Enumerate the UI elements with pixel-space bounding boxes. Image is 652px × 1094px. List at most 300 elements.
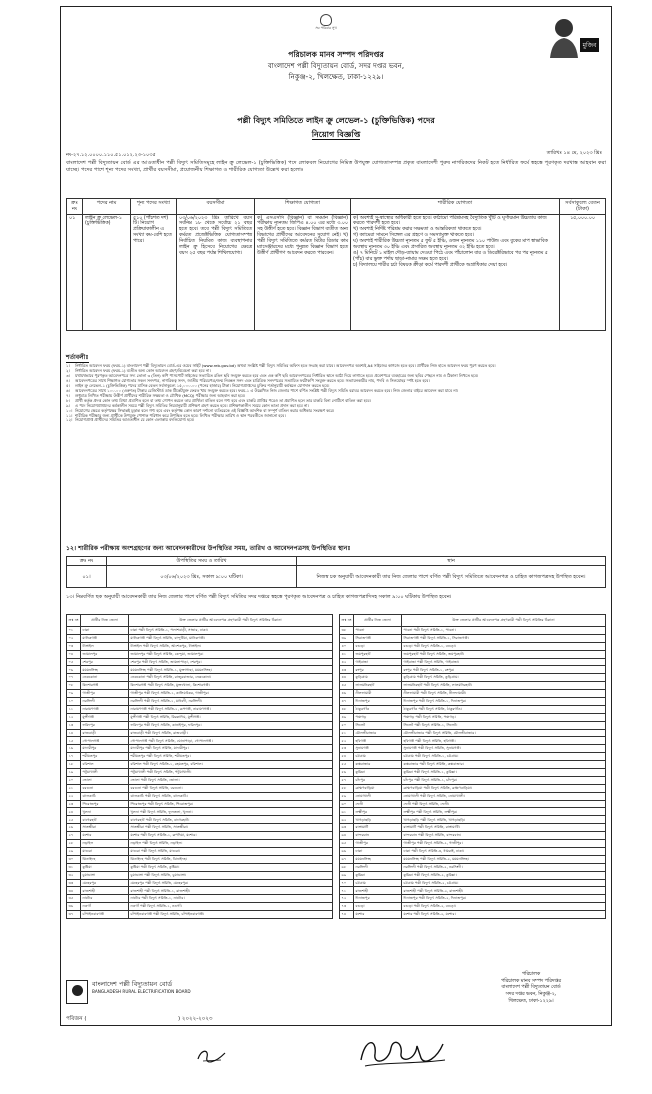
office-sl: ৫৯ — [340, 792, 354, 800]
table-row — [340, 721, 606, 729]
office-district: ফরিদপুর — [81, 721, 129, 729]
table-row — [340, 737, 606, 745]
office-address: মানিকগঞ্জ পল্লী বিদ্যুৎ সমিতি, বান্দুটিয়া, মানিকগঞ্জ। — [129, 634, 333, 642]
table-row — [67, 753, 333, 761]
office-address: ময়মনসিংহ পল্লী বিদ্যুৎ সমিতি-২, ময়মনসিংহ। — [402, 855, 606, 863]
office-address: দিনাজপুর পল্লী বিদ্যুৎ সমিতি-২, দিনাজপুর। — [402, 895, 606, 903]
table-row — [340, 698, 606, 706]
office-district: বগুড়া — [354, 903, 402, 911]
office-district: বরগুনা — [81, 784, 129, 792]
table-row — [67, 792, 333, 800]
office-sl: ০৮ — [67, 682, 81, 690]
physical-item: ঘ) অবশ্যই শারীরিক উচ্চতা ন্যূনতম ৫ ফুট ৫ ইঞ্চি, ওজন ন্যূনতম ১১০ পাউন্ড এবং বুকের মাপ স্বাভাবিক অবস্থায় ন্যূনতম ৩০ ইঞ্চি এবং প্রসারিত অবস্থায় ন্যূনতম ৩২ ইঞ্চি হতে হবে। — [353, 239, 548, 251]
notice-subtitle-text: নিয়োগ বিজ্ঞপ্তি — [311, 130, 361, 139]
office-district: রংপুর — [354, 666, 402, 674]
condition-text: শুধুমাত্র লিখিত পরীক্ষায় উত্তীর্ণ প্রার্থীদের শারীরিক সক্ষমতা ও মৌখিক (MCQ) পরীক্ষার জন্য আহবান করা হবে। — [75, 392, 246, 398]
table-row — [340, 776, 606, 784]
office-sl: ৪১ — [340, 650, 354, 658]
office-address: মাদারীপুর পল্লী বিদ্যুৎ সমিতি, মাদারীপুর। — [129, 745, 333, 753]
office-address: পাবনা পল্লী বিদ্যুৎ সমিতি-১, পাবনা। — [402, 627, 606, 635]
office-sl: ২৪ — [67, 808, 81, 816]
table-row — [67, 808, 333, 816]
office-sl: ২৩ — [67, 800, 81, 808]
intro-paragraph: বাংলাদেশ পল্লী বিদ্যুতায়ন বোর্ড এর আওতাধীন পল্লী বিদ্যুৎ সমিতিসমূহে লাইন ক্রু লেভেল-১ (চুক্তিভিত্তিক) পদে লোকবল নিয়োগের নিমিত্ত উপযুক্ত যোগ্যতাসম্পন্ন প্রকৃত বাংলাদেশী পুরুষ নাগরিকদের নিকট হতে নির্ধারিত ফর্মে স্বহস্তে পূরণকৃত দরখাস্ত আহবান করা যাচ্ছে। পদের পাশে শূন্য পদের সংখ্যা, প্রার্থীর বয়সসীমা, প্রয়োজনীয় শিক্ষাগত ও শারীরিক যোগ্যতা উল্লেখ করা হলোঃ — [66, 160, 606, 173]
office-district: কুমিল্লা — [354, 871, 402, 879]
office-sl: ৫৮ — [340, 784, 354, 792]
office-address: কুমিল্লা পল্লী বিদ্যুৎ সমিতি-২, কুমিল্লা। — [402, 871, 606, 879]
office-address: ঢাকা পল্লী বিদ্যুৎ সমিতি-১, পলাশবাড়ী, সাভার, ঢাকা। — [129, 627, 333, 635]
office-district: শরীয়তপুর — [81, 753, 129, 761]
physical-item: খ) অবশ্যই নির্দিষ্ট পরিশ্রম করার সক্ষমতা ও আন্তরিকতা থাকতে হবে। — [353, 227, 482, 233]
office-address: বান্দরবান পল্লী বিদ্যুৎ সমিতি, বান্দরবান। — [402, 832, 606, 840]
office-sl: ০৪ — [67, 650, 81, 658]
table-row — [67, 903, 333, 911]
condition-number: ২। — [66, 367, 70, 373]
office-district: পাবনা — [354, 627, 402, 635]
office-address: ফেনী পল্লী বিদ্যুৎ সমিতি, ফেনী। — [402, 800, 606, 808]
office-sl: ২০ — [67, 776, 81, 784]
office-district: বগুড়া — [354, 642, 402, 650]
table-row — [340, 682, 606, 690]
office-address: ময়মনসিংহ পল্লী বিদ্যুৎ সমিতি-১, মুক্তাগাছা, ময়মনসিংহ। — [129, 666, 333, 674]
office-address: ভোলা পল্লী বিদ্যুৎ সমিতি, ভোলা। — [129, 776, 333, 784]
office-sl: ৩৪ — [67, 887, 81, 895]
office-address: সুনামগঞ্জ পল্লী বিদ্যুৎ সমিতি, সুনামগঞ্জ। — [402, 745, 606, 753]
office-address: বরগুনা পল্লী বিদ্যুৎ সমিতি, বরগুনা। — [129, 784, 333, 792]
office-district: সুনামগঞ্জ — [354, 745, 402, 753]
office-address: রংপুর পল্লী বিদ্যুৎ সমিতি-১, রংপুর। — [402, 666, 606, 674]
bulb-logo-icon — [298, 14, 354, 30]
office-address: বগুড়া পল্লী বিদ্যুৎ সমিতি-১, বগুড়া। — [402, 642, 606, 650]
office-sl: ৪২ — [340, 658, 354, 666]
table-row — [67, 871, 333, 879]
office-address: নরসিংদী পল্লী বিদ্যুৎ সমিতি-২, নরসিংদী। — [402, 863, 606, 871]
notice-footer — [66, 972, 606, 1032]
office-sl: ৩৭ — [67, 911, 81, 919]
office-sl: ৬০ — [340, 800, 354, 808]
table-row — [67, 855, 333, 863]
condition-text: নিয়োগপ্রাপ্ত প্রার্থীদের সমিতির আওতাধীন যে কোন এলাকায় বদলিযোগ্য হবে। — [75, 417, 195, 423]
table-row — [67, 800, 333, 808]
reb-logo-icon — [66, 980, 88, 1004]
office-district: রাঙ্গামাটি — [354, 824, 402, 832]
office-sl: ০২ — [67, 634, 81, 642]
office-address: খুলনা পল্লী বিদ্যুৎ সমিতি, ফুলতলা, খুলনা। — [129, 808, 333, 816]
table-row — [340, 666, 606, 674]
office-address: রাজশাহী পল্লী বিদ্যুৎ সমিতি-১, রাজশাহী। — [129, 887, 333, 895]
office-address: ঝালকাঠি পল্লী বিদ্যুৎ সমিতি, ঝালকাঠি। — [129, 792, 333, 800]
post-details-table — [66, 198, 606, 331]
table-row — [340, 642, 606, 650]
office-address: জয়পুরহাট পল্লী বিদ্যুৎ সমিতি, জয়পুরহাট। — [402, 650, 606, 658]
signatory-line: খিলক্ষেত, ঢাকা-১২২৯। — [508, 998, 554, 1004]
conditions-title: শর্তাবলীঃ — [66, 354, 89, 361]
office-col-address: উক্ত জেলার প্রার্থীর আবেদনপত্র গ্রহণকারী পল্লী বিদ্যুৎ সমিতির ঠিকানা — [129, 615, 333, 627]
office-instruction: ১৩। নিম্নবর্ণিত ছক অনুযায়ী আবেদনকারী তার নিজ জেলার পাশে বর্ণিত পল্লী বিদ্যুৎ সমিতির সদর দপ্তরে স্বহস্তে পূরণকৃত আবেদনপত্র ও চাহিত কাগজপত্রাদিসহ সকাল ৯:০০ ঘটিকায় উপস্থিত হবেন। — [66, 594, 452, 600]
table-row — [67, 879, 333, 887]
office-sl: ০৩ — [67, 642, 81, 650]
table-row — [67, 832, 333, 840]
table-row — [340, 800, 606, 808]
office-sl: ৪৩ — [340, 666, 354, 674]
exam-place: নিজস্ব চক অনুযায়ী আবেদনকারী তার নিজ জেলার পাশে বর্ণিত পল্লী বিদ্যুৎ সমিতিতে আবেদনপত্র ও চাহিত কাগজপত্রসহ উপস্থিত হবেন। — [297, 566, 606, 588]
office-district: নাটোর — [81, 895, 129, 903]
condition-number: ১০। — [66, 407, 73, 413]
office-address: গাইবান্ধা পল্লী বিদ্যুৎ সমিতি, গাইবান্ধা। — [402, 658, 606, 666]
office-address: গোপালগঞ্জ পল্লী বিদ্যুৎ সমিতি, ঘোনাপাড়া, গোপালগঞ্জ। — [129, 737, 333, 745]
office-address: কক্সবাজার পল্লী বিদ্যুৎ সমিতি, কক্সবাজার। — [402, 761, 606, 769]
office-address: মেহেরপুর পল্লী বিদ্যুৎ সমিতি, মেহেরপুর। — [129, 879, 333, 887]
table-row — [67, 674, 333, 682]
table-row — [340, 658, 606, 666]
table-row — [340, 769, 606, 777]
office-district: নোয়াখালী — [354, 792, 402, 800]
office-sl: ৫৬ — [340, 769, 354, 777]
office-district: ঢাকা — [354, 847, 402, 855]
condition-number: ৯। — [66, 402, 70, 408]
office-district: হবিগঞ্জ — [354, 737, 402, 745]
physical-item: চ) বিদ্যালয়ে শারীর চর্চা বিষয়ক ক্রীড়া কর্মে পারদর্শী প্রার্থীকে অগ্রাধিকার দেয়া হবে। — [353, 263, 508, 269]
office-address: চট্টগ্রাম পল্লী বিদ্যুৎ সমিতি-২, চট্টগ্রাম। — [402, 879, 606, 887]
table-row — [67, 682, 333, 690]
condition-text: নির্ধারিত আবেদন ফরম (ফরম-১) ব্যতীত অন্য কোন আবেদন গ্রহণ/বিবেচনা করা হবে না। — [75, 367, 211, 373]
office-address: পটুয়াখালী পল্লী বিদ্যুৎ সমিতি, পটুয়াখালী। — [129, 769, 333, 777]
office-sl: ৬৯ — [340, 871, 354, 879]
office-sl: ২৬ — [67, 824, 81, 832]
office-district: বরিশাল — [81, 761, 129, 769]
office-address: সিরাজগঞ্জ পল্লী বিদ্যুৎ সমিতি-১, সিরাজগঞ্জ। — [402, 634, 606, 642]
office-district: নারায়ণগঞ্জ — [81, 705, 129, 713]
office-address: খাগড়াছড়ি পল্লী বিদ্যুৎ সমিতি, খাগড়াছড়ি। — [402, 816, 606, 824]
office-sl: ২২ — [67, 792, 81, 800]
office-district: গাজীপুর — [81, 690, 129, 698]
office-sl: ০৭ — [67, 674, 81, 682]
table-row — [67, 713, 333, 721]
office-address: কুষ্টিয়া পল্লী বিদ্যুৎ সমিতি, কুষ্টিয়া। — [129, 863, 333, 871]
office-sl: ০৬ — [67, 666, 81, 674]
office-sl: ৬১ — [340, 808, 354, 816]
office-table-header — [67, 615, 333, 627]
office-sl: ১৩ — [67, 721, 81, 729]
table-row — [340, 895, 606, 903]
post-vacancy: ৫১০ (পাঁচশত দশ) টি। নিয়োগ প্রক্রিয়াকালীন এ সংখ্যা কম-বেশি হতে পারে। — [131, 214, 177, 330]
office-district: মুন্সীগঞ্জ — [81, 713, 129, 721]
svg-text:মুজিব: মুজিব — [582, 42, 597, 49]
condition-text: নির্ধারিত আবেদন ফরম (ফরম-১) বাংলাদেশ পল্লী বিদ্যুতায়ন বোর্ড-এর ওয়েব সাইট (www.reb.gov.bd) অথবা সংশ্লিষ্ট পল্লী বিদ্যুৎ সমিতির অফিস হতে সংগ্রহ করা যাবে। আবেদনপত্র অবশ্যই A4 সাইজের কাগজে হতে হবে। প্রার্থীকে নিজ হাতে আবেদন ফরম পূরণ করতে হবে। — [75, 363, 496, 368]
office-sl: ৪৪ — [340, 674, 354, 682]
office-district: নওগাঁ — [81, 903, 129, 911]
office-address: নীলফামারী পল্লী বিদ্যুৎ সমিতি, নীলফামারী। — [402, 690, 606, 698]
office-district: নীলফামারী — [354, 690, 402, 698]
office-address: গাজীপুর পল্লী বিদ্যুৎ সমিতি-১, কালিয়াকৈর, গাজীপুর। — [129, 690, 333, 698]
office-address: দিনাজপুর পল্লী বিদ্যুৎ সমিতি-১, দিনাজপুর। — [402, 698, 606, 706]
table-row — [67, 776, 333, 784]
director-signature — [355, 1032, 450, 1072]
exam-sl: ০১। — [67, 566, 107, 588]
post-table-header — [67, 199, 606, 215]
mujib-portrait-icon — [544, 14, 600, 58]
office-district: মৌলভীবাজার — [354, 729, 402, 737]
table-row — [340, 713, 606, 721]
table-row — [340, 627, 606, 635]
table-row — [67, 863, 333, 871]
office-district: রাজশাহী — [81, 887, 129, 895]
office-address: নওগাঁ পল্লী বিদ্যুৎ সমিতি-১, নওগাঁ। — [129, 903, 333, 911]
office-district: কুষ্টিয়া — [81, 863, 129, 871]
table-row — [67, 721, 333, 729]
condition-item — [66, 418, 606, 423]
office-col-sl: ক্রঃ নং — [340, 615, 354, 627]
table-row — [67, 745, 333, 753]
office-district: যশোর — [81, 832, 129, 840]
office-sl: ৪৬ — [340, 690, 354, 698]
notice-content — [66, 12, 606, 1022]
logo-caption: সব পরিবার সুখ — [315, 26, 337, 30]
office-district: চুয়াডাঙ্গা — [81, 871, 129, 879]
office-address: নরসিংদী পল্লী বিদ্যুৎ সমিতি-১, মাধবদী, নরসিংদী। — [129, 698, 333, 706]
office-district: ময়মনসিংহ — [81, 666, 129, 674]
office-address: চাঁপাইনবাবগঞ্জ পল্লী বিদ্যুৎ সমিতি, চাঁপাইনবাবগঞ্জ। — [129, 911, 333, 919]
condition-text: আবেদনপত্রের সাথে শিক্ষাগত যোগ্যতার সকল সনদপত্র, নাগরিকত্ব সনদ, জাতীয় পরিচয়পত্র/জন্ম নিবন্ধন সনদ এবং চারিত্রিক সনদপত্রের সত্যায়িত ফটোকপি সংযুক্ত করতে হবে। সত্যায়নকারীর নাম, পদবি ও সিলমোহর স্পষ্ট হতে হবে। — [75, 377, 430, 383]
table-row — [67, 634, 333, 642]
signatory-line: বাংলাদেশ পল্লী বিদ্যুতায়ন বোর্ড — [501, 985, 561, 991]
office-address: গাজীপুর পল্লী বিদ্যুৎ সমিতি-২, গাজীপুর। — [402, 840, 606, 848]
office-district: ফেনী — [354, 800, 402, 808]
office-address: রাজশাহী পল্লী বিদ্যুৎ সমিতি-২, রাজশাহী। — [402, 887, 606, 895]
exam-col-sl: ক্রঃ নং — [67, 557, 107, 566]
office-address: মুন্সীগঞ্জ পল্লী বিদ্যুৎ সমিতি, মিরকাদিম, মুন্সীগঞ্জ। — [129, 713, 333, 721]
office-address: সাতক্ষীরা পল্লী বিদ্যুৎ সমিতি, সাতক্ষীরা। — [129, 824, 333, 832]
condition-text: প্রার্থী কর্তৃক প্রদত্ত কোন তথ্য মিথ্যা প্রমাণিত হলে বা তথ্য গোপন করলে তার প্রার্থিতা বাতিল বলে গণ্য হবে এবং চাকরি প্রাপ্তির পরেও তা প্রমাণিত হলে তার চাকরি বিনা নোটিশে বাতিল করা হবে। — [75, 397, 371, 403]
office-address: রাজবাড়ী পল্লী বিদ্যুৎ সমিতি, রাজবাড়ী। — [129, 729, 333, 737]
office-sl: ১১ — [67, 705, 81, 713]
office-sl: ৪৮ — [340, 705, 354, 713]
signatory-line: পরিচালক মানব সম্পদ পরিদপ্তর — [501, 978, 561, 984]
office-sl: ৪০ — [340, 642, 354, 650]
table-row — [340, 650, 606, 658]
col-vacancy: শূন্য পদের সংখ্যা — [131, 199, 177, 215]
exam-table-header — [67, 557, 606, 566]
board-name: বাংলাদেশ পল্লী বিদ্যুতায়ন বোর্ড, সদর দপ্তর ভবন, — [267, 62, 405, 70]
condition-number: ৮। — [66, 397, 70, 403]
office-sl: ৪৯ — [340, 713, 354, 721]
office-sl: ৬৮ — [340, 863, 354, 871]
office-table-left — [66, 614, 333, 919]
col-education: শিক্ষাগত যোগ্যতা — [255, 199, 351, 215]
office-district: রাজশাহী — [354, 887, 402, 895]
office-district: ঝালকাঠি — [81, 792, 129, 800]
table-row — [340, 855, 606, 863]
office-district: নরসিংদী — [81, 698, 129, 706]
office-district: কুমিল্লা — [354, 769, 402, 777]
post-age: ০৩/০৬/২০২৩ খ্রিঃ তারিখে বয়স সর্বনিম্ন ১৮ থেকে সর্বোচ্চ ২১ বছর হতে হবে। তবে পল্লী বিদ্যুৎ সমিতিতে কর্মরত প্রজেক্টভিত্তিক যোগ্যতাসম্পন্ন নির্বাচিত নিয়মিত কাজ ব্যবস্থাপনার লাইন ক্রু হিসেবে নিয়োগের ক্ষেত্রে বয়স ২৫ বছর পর্যন্ত শিথিলযোগ্য। — [177, 214, 255, 330]
footer-board-en: BANGLADESH RURAL ELECTRIFICATION BOARD — [92, 989, 191, 994]
post-salary: ১৫,০০০.০০ — [560, 214, 606, 330]
table-row — [67, 690, 333, 698]
office-address: নেত্রকোনা পল্লী বিদ্যুৎ সমিতি, রাজুরবাজার, নেত্রকোনা। — [129, 674, 333, 682]
office-sl: ১৭ — [67, 753, 81, 761]
table-row — [340, 832, 606, 840]
table-row — [67, 737, 333, 745]
office-district: ময়মনসিংহ — [354, 855, 402, 863]
office-sl: ৩০ — [67, 855, 81, 863]
table-row — [67, 214, 606, 330]
post-physical — [351, 214, 560, 330]
office-sl: ২৮ — [67, 840, 81, 848]
office-sl: ১৯ — [67, 769, 81, 777]
office-district: শেরপুর — [81, 658, 129, 666]
office-sl: ৫৭ — [340, 776, 354, 784]
col-physical: শারীরিক যোগ্যতা — [351, 199, 560, 215]
office-district: মানিকগঞ্জ — [81, 634, 129, 642]
table-row — [67, 666, 333, 674]
office-sl: ২১ — [67, 784, 81, 792]
office-col-district: প্রার্থীর নিজ জেলা — [354, 615, 402, 627]
office-address: কুমিল্লা পল্লী বিদ্যুৎ সমিতি-১, কুমিল্লা। — [402, 769, 606, 777]
office-address: ঢাকা পল্লী বিদ্যুৎ সমিতি-৩, ধামরাই, ঢাকা। — [402, 847, 606, 855]
office-district: ব্রাহ্মণবাড়িয়া — [354, 784, 402, 792]
office-sl: ৩১ — [67, 863, 81, 871]
office-sl: ৫৪ — [340, 753, 354, 761]
table-row — [340, 808, 606, 816]
signatory-block — [456, 972, 606, 1006]
condition-number: ৪। — [66, 377, 70, 383]
office-district: নেত্রকোনা — [81, 674, 129, 682]
notice-date: তারিখঃ ১৪ মে, ২০২৩ খ্রিঃ — [546, 150, 602, 156]
office-address: জামালপুর পল্লী বিদ্যুৎ সমিতি, কেন্দুয়া, জামালপুর। — [129, 650, 333, 658]
office-district: বান্দরবান — [354, 832, 402, 840]
office-address: চুয়াডাঙ্গা পল্লী বিদ্যুৎ সমিতি, চুয়াডাঙ্গা। — [129, 871, 333, 879]
table-row — [340, 840, 606, 848]
physical-item: ঙ) ৭ মিনিটে ১ মাইল দৌড়-ব্যায়াম দেওয়া পিঠে এবং পাঁচালোন বার ও ডিরেক্টরিভাবে পর পর ন্যূনতম ৫ (পাঁচ) বার ভুক্ত পর্দায় ছাড়া-নামার সক্ষম হতে হবে। — [353, 251, 548, 263]
table-row — [67, 698, 333, 706]
signatory-line: পরিচালক — [521, 972, 541, 977]
office-sl: ৬৫ — [340, 840, 354, 848]
office-address: মাগুরা পল্লী বিদ্যুৎ সমিতি, মাগুরা। — [129, 847, 333, 855]
exam-schedule-table — [66, 556, 606, 588]
office-sl: ৩৬ — [67, 903, 81, 911]
table-row — [340, 863, 606, 871]
office-sl: ১৬ — [67, 745, 81, 753]
condition-text: এ পদে নিয়োগপ্রাপ্তদের কর্মকালীন সময়ে পল্লী বিদ্যুৎ সমিতির নিয়মানুযায়ী প্রশিক্ষণ গ্রহণ করতে হবে। প্রশিক্ষণকালীন সময়ে কোন ভাতা প্রদান করা হবে না। — [75, 402, 309, 408]
office-district: চাঁদপুর — [354, 776, 402, 784]
table-row — [67, 761, 333, 769]
signatory-line: সদর দপ্তর ভবন, নিকুঞ্জ-২, — [505, 992, 557, 998]
condition-number: ১। — [66, 363, 70, 368]
office-col-district: প্রার্থীর নিজ জেলা — [81, 615, 129, 627]
office-sl: ০৯ — [67, 690, 81, 698]
col-sl: ক্রঃ নং — [67, 199, 83, 215]
physical-item: গ) ক্যামেরা সামনে সিঙ্গেল এর গ্রহণে ও সমস্যামুক্ত থাকতে হবে। — [353, 233, 474, 239]
table-row — [340, 729, 606, 737]
office-address: মৌলভীবাজার পল্লী বিদ্যুৎ সমিতি, মৌলভীবাজার। — [402, 729, 606, 737]
table-row — [67, 784, 333, 792]
office-address: পঞ্চগড় পল্লী বিদ্যুৎ সমিতি, পঞ্চগড়। — [402, 713, 606, 721]
office-sl: ১৫ — [67, 737, 81, 745]
col-post: পদের নাম — [83, 199, 131, 215]
memo-number: নং-২৭.১২.০০০০.১১০.৫১.০১২.২৩-১০৩৫ — [66, 152, 156, 158]
office-district: জামালপুর — [81, 650, 129, 658]
office-sl: ৭০ — [340, 879, 354, 887]
condition-number: ৩। — [66, 372, 70, 378]
post-sl: ০১ — [67, 214, 83, 330]
office-district: খাগড়াছড়ি — [354, 816, 402, 824]
office-address: ব্রাহ্মণবাড়িয়া পল্লী বিদ্যুৎ সমিতি, ব্রাহ্মণবাড়িয়া। — [402, 784, 606, 792]
office-district: সিরাজগঞ্জ — [354, 634, 402, 642]
office-sl: ৬৩ — [340, 824, 354, 832]
office-address: নাটোর পল্লী বিদ্যুৎ সমিতি-১, নাটোর। — [129, 895, 333, 903]
office-address: শেরপুর পল্লী বিদ্যুৎ সমিতি, জামলাপাড়া, শেরপুর। — [129, 658, 333, 666]
footer-year: ) ২০২২-২০২৩ — [178, 1016, 213, 1022]
initial-signature — [195, 1047, 229, 1065]
office-sl: ৫৩ — [340, 745, 354, 753]
condition-number: ১১। — [66, 412, 73, 418]
table-row — [340, 871, 606, 879]
table-row — [67, 895, 333, 903]
office-table-header — [340, 615, 606, 627]
conditions-list — [66, 364, 606, 423]
office-address: কিশোরগঞ্জ পল্লী বিদ্যুৎ সমিতি, মুক্তখোলা, কিশোরগঞ্জ। — [129, 682, 333, 690]
office-address: হবিগঞ্জ পল্লী বিদ্যুৎ সমিতি, হবিগঞ্জ। — [402, 737, 606, 745]
office-address: লালমনিরহাট পল্লী বিদ্যুৎ সমিতি, লালমনিরহাট। — [402, 682, 606, 690]
exam-time: ০৩/০৬/২০২৩ খ্রিঃ, সকাল ৯:০০ ঘটিকা। — [107, 566, 297, 588]
table-row — [67, 627, 333, 635]
letterhead — [66, 12, 606, 100]
office-col-sl: ক্রঃ নং — [67, 615, 81, 627]
table-row — [67, 769, 333, 777]
condition-number: ৬। — [66, 387, 70, 393]
table-row — [67, 705, 333, 713]
office-district: নড়াইল — [81, 840, 129, 848]
board-address: নিকুঞ্জ-২, খিলক্ষেত, ঢাকা-১২২৯। — [288, 73, 384, 81]
table-row — [340, 634, 606, 642]
office-district: ঝিনাইদহ — [81, 855, 129, 863]
table-row — [340, 824, 606, 832]
office-address: টাঙ্গাইল পল্লী বিদ্যুৎ সমিতি, আশেকপুর, টাঙ্গাইল। — [129, 642, 333, 650]
office-sl: ৪৫ — [340, 682, 354, 690]
table-row — [67, 816, 333, 824]
office-sl: ১২ — [67, 713, 81, 721]
office-sl: ৫১ — [340, 729, 354, 737]
condition-number: ৭। — [66, 392, 70, 398]
table-row — [67, 911, 333, 919]
office-sl: ৩৩ — [67, 879, 81, 887]
office-district: বাগেরহাট — [81, 816, 129, 824]
office-district: চট্টগ্রাম — [354, 753, 402, 761]
office-district: জয়পুরহাট — [354, 650, 402, 658]
post-education: ক) এসএসসি (বিজ্ঞান) বা সমমান (বিজ্ঞান) পরীক্ষায় ন্যূনতম জিপিএ ৪.০০ এর মধ্যে ৩.০০ সহ উত্তীর্ণ হতে হবে। বিজ্ঞান বিভাগ ব্যতীত অন্য বিভাগের প্রার্থীদের আবেদনের সুযোগ নেই। খ) পল্লী বিদ্যুৎ সমিতিতে কর্মরত মিটার রিডার কাম ম্যাসেঞ্জারদের মধ্যে পুনুন্নত বিজ্ঞান বিভাগ হতে উত্তীর্ণ প্রার্থীগণ আবেদন করতে পারবেন। — [255, 214, 351, 330]
office-address: নারায়ণগঞ্জ পল্লী বিদ্যুৎ সমিতি-১, রূপগঞ্জ, নারায়ণগঞ্জ। — [129, 705, 333, 713]
office-sl: ৬৬ — [340, 847, 354, 855]
condition-number: ৫। — [66, 382, 70, 388]
table-row — [340, 690, 606, 698]
table-row — [67, 824, 333, 832]
table-row — [340, 705, 606, 713]
office-sl: ১৮ — [67, 761, 81, 769]
office-address: চাঁদপুর পল্লী বিদ্যুৎ সমিতি-১, চাঁদপুর। — [402, 776, 606, 784]
table-row — [340, 879, 606, 887]
condition-text: যথাযথভাবে পূরণকৃত আবেদনপত্রে সদ্য তোলা ৩ (তিন) কপি পাসপোর্ট সাইজের সত্যায়িত রঙিন ছবি সংযুক্ত করতে হবে এবং এক কপি ছবি আবেদনপত্রের নির্ধারিত স্থানে আঠা দিয়ে লাগাতে হবে। প্রবেশপত্রে ব্যবহারের জন্য ছবির পেছনে নাম ও ঠিকানা লিখতে হবে। — [75, 372, 479, 378]
notice-title: পল্লী বিদ্যুৎ সমিতিতে লাইন ক্রু লেভেল-১ (চুক্তিভিত্তিক) পদের — [237, 116, 435, 125]
office-address: কুড়িগ্রাম পল্লী বিদ্যুৎ সমিতি, কুড়িগ্রাম। — [402, 674, 606, 682]
footer-board-bn: বাংলাদেশ পল্লী বিদ্যুতায়ন বোর্ড — [92, 980, 173, 988]
office-district: কুড়িগ্রাম — [354, 674, 402, 682]
condition-text: শারীরিক পরীক্ষার জন্য প্রার্থীকে উপযুক্ত পোশাক পরিধান করে উপস্থিত হতে হবে। লিখিত পরীক্ষার তারিখ ও স্থান পরবর্তীতে জানানো হবে। — [75, 412, 286, 418]
condition-number: ১২। — [66, 417, 73, 423]
office-district: গোপালগঞ্জ — [81, 737, 129, 745]
office-district: টাঙ্গাইল — [81, 642, 129, 650]
office-sl: ৭৪ — [340, 911, 354, 919]
